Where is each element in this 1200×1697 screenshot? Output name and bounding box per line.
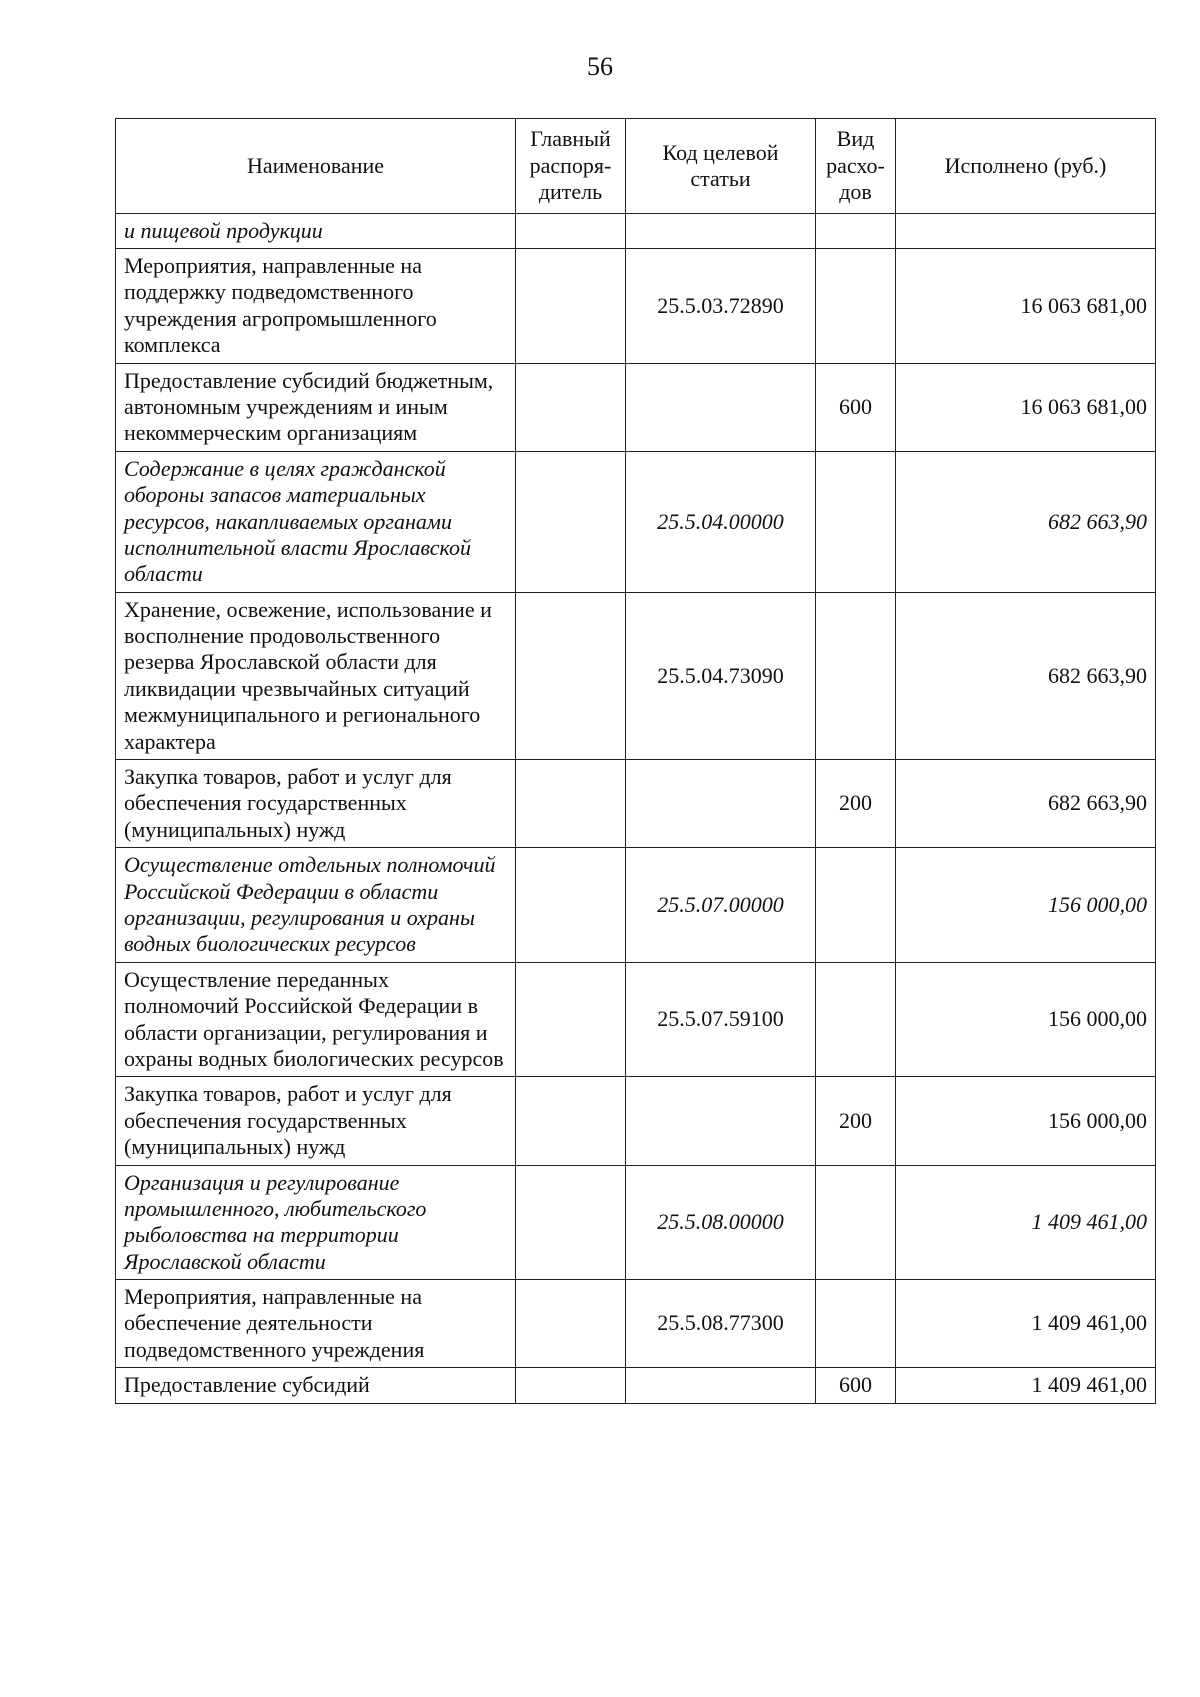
table-row <box>116 363 1156 451</box>
cell-name: Мероприятия, направленные на поддержку подведомственного учреждения агропромышленного комплекса <box>116 249 516 364</box>
cell-code: 25.5.08.77300 <box>626 1280 816 1368</box>
cell-manager <box>516 962 626 1077</box>
cell-done: 682 663,90 <box>896 760 1156 848</box>
cell-name: Предоставление субсидий бюджетным, автономным учреждениям и иным некоммерческим организациям <box>116 363 516 451</box>
cell-type: 600 <box>816 363 896 451</box>
table-row <box>116 214 1156 249</box>
header-code: Код целевой статьи <box>626 119 816 214</box>
table-row <box>116 848 1156 963</box>
cell-manager <box>516 1165 626 1280</box>
cell-done: 1 409 461,00 <box>896 1165 1156 1280</box>
cell-code: 25.5.07.59100 <box>626 962 816 1077</box>
cell-type <box>816 962 896 1077</box>
cell-done <box>896 214 1156 249</box>
cell-name: Закупка товаров, работ и услуг для обеспечения государственных (муниципальных) нужд <box>116 1077 516 1165</box>
cell-type <box>816 1165 896 1280</box>
cell-name: Осуществление отдельных полномочий Российской Федерации в области организации, регулирования и охраны водных биологических ресурсов <box>116 848 516 963</box>
table-row <box>116 1368 1156 1403</box>
cell-done: 16 063 681,00 <box>896 363 1156 451</box>
table-row <box>116 1165 1156 1280</box>
cell-done: 156 000,00 <box>896 848 1156 963</box>
cell-done: 682 663,90 <box>896 451 1156 592</box>
cell-type <box>816 848 896 963</box>
header-name: Наименование <box>116 119 516 214</box>
table-row <box>116 451 1156 592</box>
table-row <box>116 1077 1156 1165</box>
cell-name: Хранение, освежение, использование и восполнение продовольственного резерва Ярославской области для ликвидации чрезвычайных ситуаций межмуниципального и регионального характера <box>116 592 516 759</box>
cell-name: и пищевой продукции <box>116 214 516 249</box>
cell-type: 200 <box>816 760 896 848</box>
cell-type <box>816 451 896 592</box>
table-row <box>116 760 1156 848</box>
cell-manager <box>516 848 626 963</box>
page-number: 56 <box>587 52 613 81</box>
cell-name: Организация и регулирование промышленного, любительского рыболовства на территории Ярославской области <box>116 1165 516 1280</box>
cell-done: 16 063 681,00 <box>896 249 1156 364</box>
cell-code: 25.5.03.72890 <box>626 249 816 364</box>
cell-type: 600 <box>816 1368 896 1403</box>
cell-name: Предоставление субсидий <box>116 1368 516 1403</box>
table-row <box>116 592 1156 759</box>
cell-done: 156 000,00 <box>896 1077 1156 1165</box>
header-done: Исполнено (руб.) <box>896 119 1156 214</box>
cell-done: 156 000,00 <box>896 962 1156 1077</box>
table-header-row <box>116 119 1156 214</box>
cell-manager <box>516 451 626 592</box>
cell-type <box>816 592 896 759</box>
cell-code: 25.5.04.73090 <box>626 592 816 759</box>
cell-manager <box>516 592 626 759</box>
cell-code <box>626 363 816 451</box>
table-body <box>116 214 1156 1404</box>
cell-manager <box>516 760 626 848</box>
cell-manager <box>516 363 626 451</box>
cell-name: Закупка товаров, работ и услуг для обеспечения государственных (муниципальных) нужд <box>116 760 516 848</box>
cell-code <box>626 760 816 848</box>
cell-manager <box>516 1280 626 1368</box>
cell-code: 25.5.07.00000 <box>626 848 816 963</box>
cell-manager <box>516 249 626 364</box>
cell-code <box>626 1368 816 1403</box>
budget-table <box>115 118 1156 1404</box>
cell-type: 200 <box>816 1077 896 1165</box>
cell-type <box>816 1280 896 1368</box>
cell-code: 25.5.08.00000 <box>626 1165 816 1280</box>
header-type: Вид расхо-дов <box>816 119 896 214</box>
cell-type <box>816 214 896 249</box>
cell-manager <box>516 1368 626 1403</box>
cell-manager <box>516 214 626 249</box>
cell-code <box>626 1077 816 1165</box>
cell-manager <box>516 1077 626 1165</box>
table-row <box>116 249 1156 364</box>
cell-name: Осуществление переданных полномочий Российской Федерации в области организации, регулирования и охраны водных биологических ресурсов <box>116 962 516 1077</box>
cell-done: 1 409 461,00 <box>896 1280 1156 1368</box>
table-row <box>116 1280 1156 1368</box>
cell-done: 682 663,90 <box>896 592 1156 759</box>
cell-type <box>816 249 896 364</box>
cell-name: Мероприятия, направленные на обеспечение деятельности подведомственного учреждения <box>116 1280 516 1368</box>
cell-code: 25.5.04.00000 <box>626 451 816 592</box>
cell-code <box>626 214 816 249</box>
cell-name: Содержание в целях гражданской обороны запасов материальных ресурсов, накапливаемых органами исполнительной власти Ярославской области <box>116 451 516 592</box>
cell-done: 1 409 461,00 <box>896 1368 1156 1403</box>
header-manager: Главный распоря-дитель <box>516 119 626 214</box>
table-row <box>116 962 1156 1077</box>
